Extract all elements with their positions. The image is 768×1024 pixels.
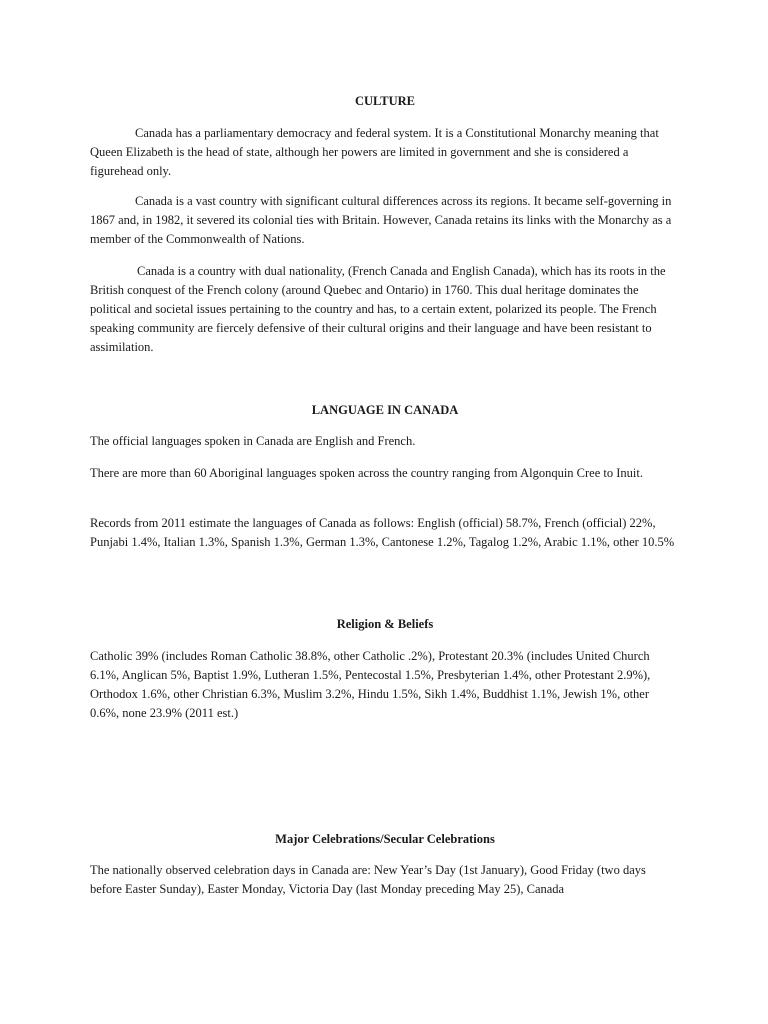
- language-paragraph-2: There are more than 60 Aboriginal languages spoken across the country ranging from Algonquin Cree to Inuit.: [90, 466, 643, 480]
- language-paragraph-1: The official languages spoken in Canada are English and French.: [90, 434, 416, 448]
- language-heading: LANGUAGE IN CANADA: [311, 403, 459, 417]
- culture-paragraph-1: Canada has a parliamentary democracy and federal system. It is a Constitutional Monarchy meaning that Queen Elizabeth is the head of state, although her powers are limited in government and she is considered a figurehead only.: [90, 126, 659, 178]
- culture-heading: CULTURE: [355, 94, 415, 108]
- religion-paragraph-1: Catholic 39% (includes Roman Catholic 38.8%, other Catholic .2%), Protestant 20.3% (includes United Church 6.1%, Anglican 5%, Baptist 1.9%, Lutheran 1.5%, Pentecostal 1.5%, Presbyterian 1.4%, other Protestant 2.9%), Orthodox 1.6%, other Christian 6.3%, Muslim 3.2%, Hindu 1.5%, Sikh 1.4%, Buddhist 1.1%, Jewish 1%, other 0.6%, none 23.9% (2011 est.): [90, 649, 651, 720]
- culture-paragraph-3: Canada is a country with dual nationality, (French Canada and English Canada), which has its roots in the British conquest of the French colony (around Quebec and Ontario) in 1760. This dual heritage dominates the political and societal issues pertaining to the country and has, to a certain extent, polarized its people. The French speaking community are fiercely defensive of their cultural origins and their language and have been resistant to assimilation.: [90, 264, 666, 354]
- language-paragraph-3: Records from 2011 estimate the languages of Canada as follows: English (official) 58.7%, French (official) 22%, Punjabi 1.4%, Italian 1.3%, Spanish 1.3%, German 1.3%, Cantonese 1.2%, Tagalog 1.2%, Arabic 1.1%, other 10.5%: [90, 516, 675, 549]
- culture-paragraph-2: Canada is a vast country with significant cultural differences across its regions. It became self-governing in 1867 and, in 1982, it severed its colonial ties with Britain. However, Canada retains its links with the Monarchy as a member of the Commonwealth of Nations.: [90, 194, 672, 246]
- celebrations-paragraph-1: The nationally observed celebration days in Canada are: New Year’s Day (1st January), Good Friday (two days before Easter Sunday), Easter Monday, Victoria Day (last Monday preceding May 25), Canada: [90, 863, 646, 896]
- document-page: [90, 0, 680, 1024]
- religion-heading: Religion & Beliefs: [336, 617, 434, 631]
- celebrations-heading: Major Celebrations/Secular Celebrations: [275, 832, 495, 846]
